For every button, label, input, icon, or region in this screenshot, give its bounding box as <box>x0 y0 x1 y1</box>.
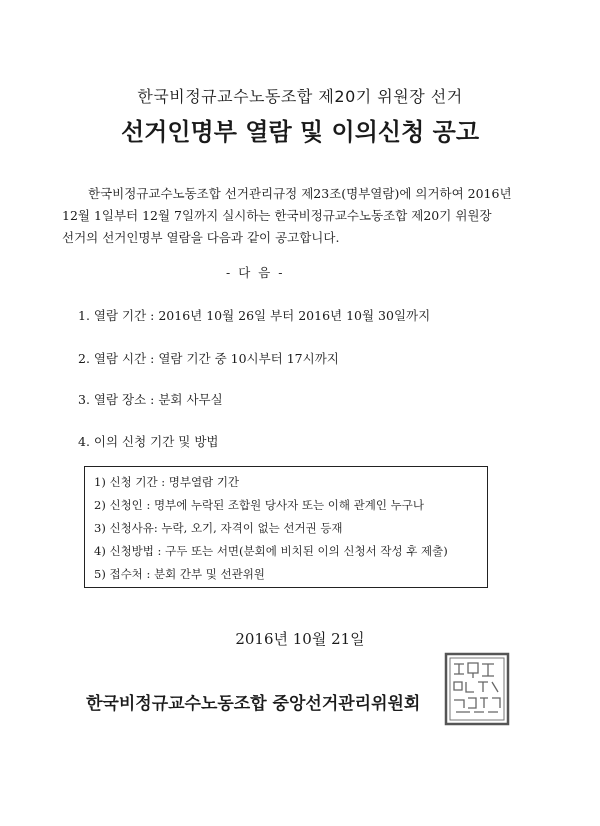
item-place: 3. 열람 장소 : 분회 사무실 <box>78 392 223 407</box>
notice-subtitle: 한국비정규교수노동조합 제20기 위원장 선거 <box>137 87 463 106</box>
issuing-organization: 한국비정규교수노동조합 중앙선거관리위원회 <box>86 694 421 714</box>
notice-date: 2016년 10월 21일 <box>235 630 365 648</box>
intro-line-3: 선거의 선거인명부 열람을 다음과 같이 공고합니다. <box>62 230 340 245</box>
official-seal-icon <box>444 652 510 726</box>
section-mark: - 다 음 - <box>226 265 285 280</box>
item-time: 2. 열람 시간 : 열람 기간 중 10시부터 17시까지 <box>78 351 339 366</box>
intro-line-2: 12월 1일부터 12월 7일까지 실시하는 한국비정규교수노동조합 제20기 위원장 <box>62 208 492 223</box>
objection-details-box <box>84 466 488 588</box>
box-item-reason: 3) 신청사유: 누락, 오기, 자격이 없는 선거권 등재 <box>94 521 343 535</box>
item-period: 1. 열람 기간 : 2016년 10월 26일 부터 2016년 10월 30일까지 <box>78 308 431 323</box>
box-item-applicant: 2) 신청인 : 명부에 누락된 조합원 당사자 또는 이해 관계인 누구나 <box>94 498 424 512</box>
notice-title: 선거인명부 열람 및 이의신청 공고 <box>121 118 479 146</box>
box-item-period: 1) 신청 기간 : 명부열람 기간 <box>94 475 240 489</box>
item-objection: 4. 이의 신청 기간 및 방법 <box>78 434 219 449</box>
intro-paragraph <box>62 183 542 249</box>
intro-line-1: 한국비정규교수노동조합 선거관리규정 제23조(명부열람)에 의거하여 2016년 <box>88 186 512 201</box>
box-item-receipt: 5) 접수처 : 분회 간부 및 선관위원 <box>94 567 265 581</box>
box-item-method: 4) 신청방법 : 구두 또는 서면(분회에 비치된 이의 신청서 작성 후 제출) <box>94 544 448 558</box>
